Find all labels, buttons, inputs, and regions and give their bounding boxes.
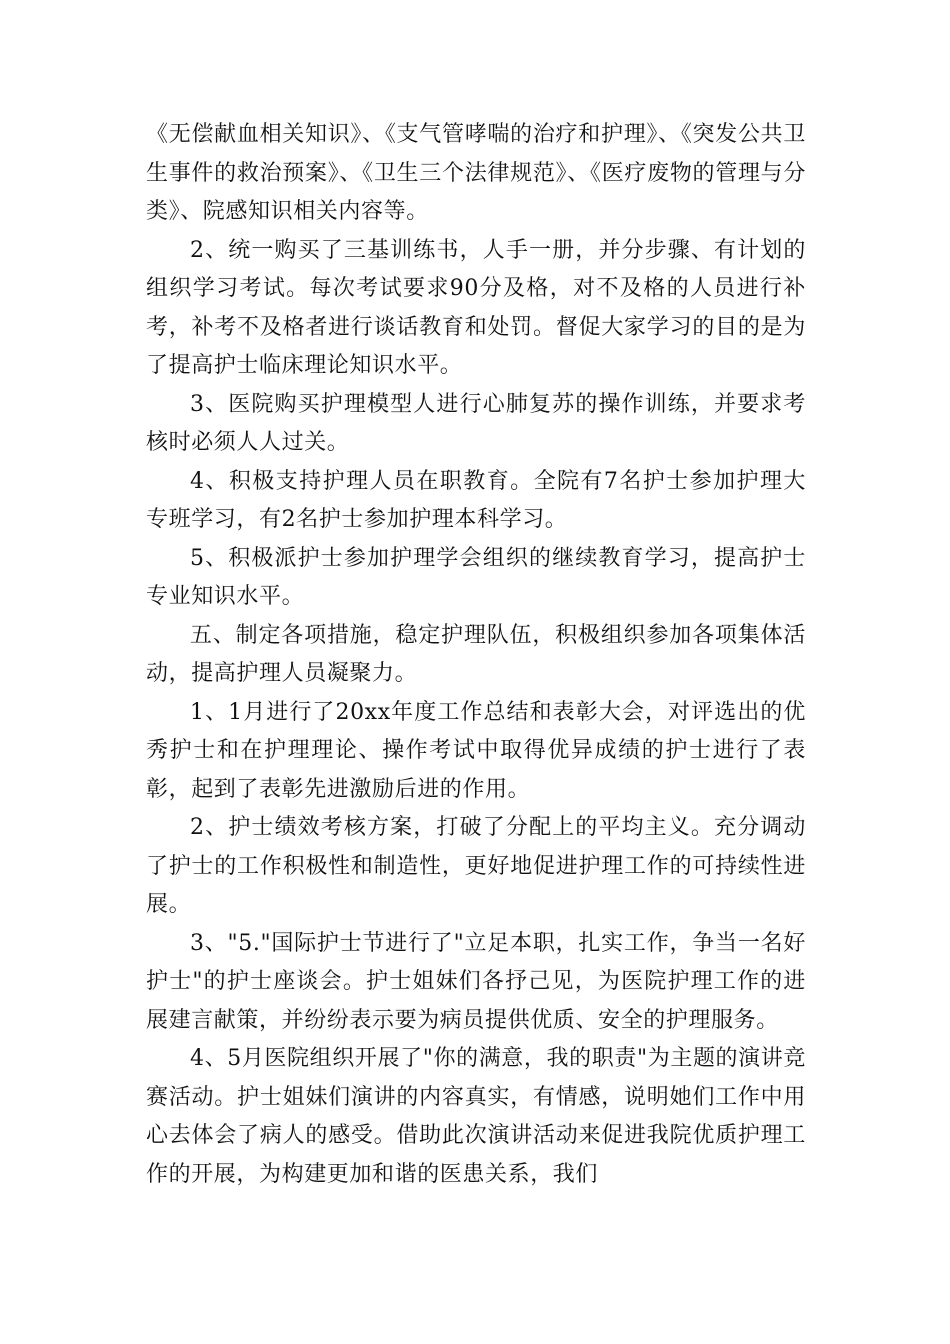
- paragraph-3: 3、医院购买护理模型人进行心肺复苏的操作训练，并要求考核时必须人人过关。: [146, 391, 806, 455]
- paragraph-5: 5、积极派护士参加护理学会组织的继续教育学习，提高护士专业知识水平。: [146, 545, 806, 609]
- document-body: [146, 116, 806, 1194]
- paragraph-9: 4、5月医院组织开展了"你的满意，我的职责"为主题的演讲竞赛活动。护士姐妹们演讲的内容真实，有情感，说明她们工作中用心去体会了病人的感受。借助此次演讲活动来促进我院优质护理工作的开展，为构建更加和谐的医患关系，我们: [146, 1046, 806, 1187]
- paragraph-4: 4、积极支持护理人员在职教育。全院有7名护士参加护理大专班学习，有2名护士参加护理本科学习。: [146, 468, 806, 532]
- paragraph-8: 3、"5."国际护士节进行了"立足本职，扎实工作，争当一名好护士"的护士座谈会。护士姐妹们各抒己见，为医院护理工作的进展建言献策，并纷纷表示要为病员提供优质、安全的护理服务。: [146, 930, 806, 1033]
- paragraph-6: 1、1月进行了20xx年度工作总结和表彰大会，对评选出的优秀护士和在护理理论、操作考试中取得优异成绩的护士进行了表彰，起到了表彰先进激励后进的作用。: [146, 699, 806, 802]
- section-heading-five: 五、制定各项措施，稳定护理队伍，积极组织参加各项集体活动，提高护理人员凝聚力。: [146, 622, 806, 686]
- paragraph-1: 《无偿献血相关知识》、《支气管哮喘的治疗和护理》、《突发公共卫生事件的救治预案》、《卫生三个法律规范》、《医疗废物的管理与分类》、院感知识相关内容等。: [146, 122, 806, 224]
- paragraph-7: 2、护士绩效考核方案，打破了分配上的平均主义。充分调动了护士的工作积极性和制造性，更好地促进护理工作的可持续性进展。: [146, 815, 806, 917]
- paragraph-2: 2、统一购买了三基训练书，人手一册，并分步骤、有计划的组织学习考试。每次考试要求90分及格，对不及格的人员进行补考，补考不及格者进行谈话教育和处罚。督促大家学习的目的是为了提高护士临床理论知识水平。: [146, 237, 806, 378]
